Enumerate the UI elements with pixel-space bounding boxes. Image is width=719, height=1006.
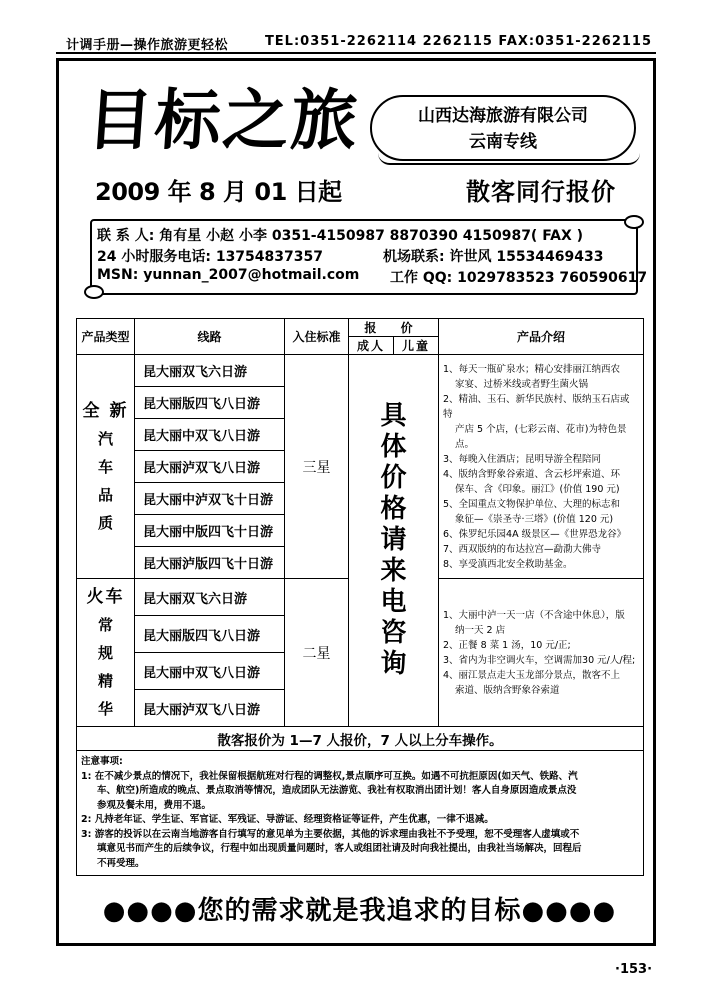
header-adult: 成人	[349, 337, 394, 355]
hotline: 24 小时服务电话: 13754837357	[97, 249, 323, 265]
intro-line: 保车、含《印象。丽江》(价值 190 元)	[455, 483, 620, 495]
intro-line: 象征—《崇圣寺·三塔》(价值 120 元)	[455, 513, 614, 525]
standard-cell-group1: 三星	[285, 355, 349, 579]
header-type: 产品类型	[77, 319, 135, 355]
top-bar	[56, 32, 656, 54]
price-inquiry-cell	[349, 355, 439, 727]
price-inquiry-char: 具	[380, 401, 407, 431]
route-item: 昆大丽双飞六日游	[135, 355, 285, 387]
price-inquiry-char: 价	[380, 463, 407, 493]
table-row	[77, 355, 644, 387]
price-inquiry-char: 询	[380, 649, 407, 679]
note-line: 3: 游客的投诉以在云南当地游客自行填写的意见单为主要依据，其他的诉求理由我社不予受理，恕不受理客人虚填或不	[81, 828, 580, 840]
intro-line: 8、享受滇西北安全救助基金。	[443, 558, 573, 570]
header-child: 儿童	[394, 337, 439, 355]
intro-line: 2、精油、玉石、新华民族村、版纳玉石店或特	[443, 393, 630, 420]
type-char: 车	[97, 457, 113, 476]
route-item: 昆大丽版四飞八日游	[135, 387, 285, 419]
price-inquiry-char: 请	[380, 525, 407, 555]
intro-line: 1、每天一瓶矿泉水；精心安排丽江纳西农	[443, 363, 621, 375]
route-item: 昆大丽泸双飞八日游	[135, 451, 285, 483]
effective-date: 2009 年 8 月 01 日起	[95, 178, 342, 206]
header-standard: 入住标准	[285, 319, 349, 355]
top-bar-contacts: TEL:0351-2262114 2262115 FAX:0351-2262115	[264, 34, 652, 49]
intro-cell-group2	[439, 579, 644, 727]
type-label: 火车	[86, 586, 125, 607]
type-char: 规	[97, 643, 113, 662]
notes-cell	[77, 751, 644, 876]
type-cell-group2	[77, 579, 135, 727]
route-item: 昆大丽泸双飞八日游	[135, 690, 285, 727]
intro-line: 索道、版纳含野象谷索道	[455, 684, 560, 696]
price-inquiry-char: 格	[380, 494, 407, 524]
airport-contact: 机场联系: 许世风 15534469433	[383, 249, 604, 265]
route-item: 昆大丽中双飞八日游	[135, 419, 285, 451]
scroll-curl-left	[84, 285, 104, 299]
route-item: 昆大丽双飞六日游	[135, 579, 285, 616]
logo-title: 目标之旅	[84, 81, 362, 159]
intro-line: 2、正餐 8 菜 1 汤，10 元/正;	[443, 639, 571, 651]
type-char: 精	[97, 671, 113, 690]
summary-text: 散客报价为 1—7 人报价，7 人以上分车操作。	[77, 727, 644, 751]
intro-cell-group1	[439, 355, 644, 579]
price-inquiry-text	[349, 401, 438, 680]
price-inquiry-char: 体	[380, 432, 407, 462]
note-line: 1: 在不减少景点的情况下，我社保留根据航班对行程的调整权,景点顺序可互换。如遇不可抗拒原因(如天气、铁路、汽	[81, 770, 578, 782]
intro-line: 3、每晚入住酒店；昆明导游全程陪同	[443, 453, 602, 465]
notes-row	[77, 751, 644, 876]
intro-line: 6、侏罗纪乐园4A 级景区—《世界恐龙谷》	[443, 528, 627, 540]
type-cell-group1	[77, 355, 135, 579]
intro-line: 3、省内为非空调火车，空调需加30 元/人/程;	[443, 654, 636, 666]
company-line: 云南专线	[469, 132, 537, 152]
summary-row	[77, 727, 644, 751]
intro-line: 产店 5 个店，(七彩云南、花市)为特色景点。	[455, 423, 627, 450]
price-inquiry-char: 咨	[380, 618, 407, 648]
note-line: 2: 凡持老年证、学生证、军官证、军残证、导游证、经理资格证等证件，产生优惠，一律不退减。	[81, 814, 494, 825]
contact-line-1: 联 系 人: 角有星 小赵 小李 0351-4150987 8870390 4150987( FAX )	[97, 228, 584, 244]
type-char: 华	[97, 699, 113, 718]
intro-line: 家宴、过桥米线或者野生菌火锅	[455, 378, 589, 390]
type-char: 常	[97, 615, 113, 634]
intro-line: 5、全国重点文物保护单位、大理的标志和	[443, 498, 621, 510]
header-price: 报 价	[349, 319, 439, 337]
standard-cell-group2: 二星	[285, 579, 349, 727]
note-line: 不再受理。	[97, 857, 145, 869]
note-line: 填意见书而产生的后续争议，行程中如出现质量问题时，客人或组团社请及时向我社提出，由我社当场解决，回程后	[97, 843, 582, 854]
route-item: 昆大丽中双飞八日游	[135, 653, 285, 690]
company-box	[370, 95, 636, 161]
qq-contact: 工作 QQ: 1029783523 760590617	[390, 270, 648, 286]
price-inquiry-char: 来	[380, 556, 407, 586]
headline: 散客同行报价	[466, 178, 616, 206]
intro-line: 4、丽江景点走大玉龙部分景点，散客不上	[443, 669, 621, 681]
company-name: 山西达海旅游有限公司	[418, 106, 588, 126]
header-intro: 产品介绍	[439, 319, 644, 355]
route-item: 昆大丽中泸双飞十日游	[135, 483, 285, 515]
type-char: 品	[97, 485, 113, 504]
type-label: 全 新	[82, 400, 129, 421]
route-item: 昆大丽中版四飞十日游	[135, 515, 285, 547]
msn-contact: MSN: yunnan_2007@hotmail.com	[97, 267, 360, 283]
route-item: 昆大丽泸版四飞十日游	[135, 547, 285, 579]
intro-line: 7、西双版纳的布达拉宫—勐泐大佛寺	[443, 543, 602, 555]
route-item: 昆大丽版四飞八日游	[135, 616, 285, 653]
intro-line: 4、版纳含野象谷索道、含云杉坪索道、环	[443, 468, 621, 480]
header-row	[77, 319, 644, 337]
scroll-curl-right	[624, 215, 644, 229]
type-char: 质	[97, 513, 113, 532]
note-line: 车、航空)所造成的晚点、景点取消等情况，造成团队无法游览、我社有权取消出团计划！客人自身原因造成景点没	[97, 785, 577, 796]
type-char: 汽	[97, 429, 113, 448]
page-number: ·153·	[615, 962, 653, 977]
slogan: ●●●●您的需求就是我追求的目标●●●●	[102, 896, 617, 926]
note-line: 参观及餐未用，费用不退。	[97, 799, 212, 811]
intro-line: 1、大丽中泸一天一店（不含途中休息），版	[443, 609, 625, 621]
price-inquiry-char: 电	[380, 587, 407, 617]
top-bar-slogan: 计调手册—操作旅游更轻松	[66, 38, 229, 53]
notes-title: 注意事项:	[81, 756, 123, 767]
intro-line: 纳一天 2 店	[455, 624, 506, 636]
header-route: 线路	[135, 319, 285, 355]
route-table	[76, 318, 644, 876]
